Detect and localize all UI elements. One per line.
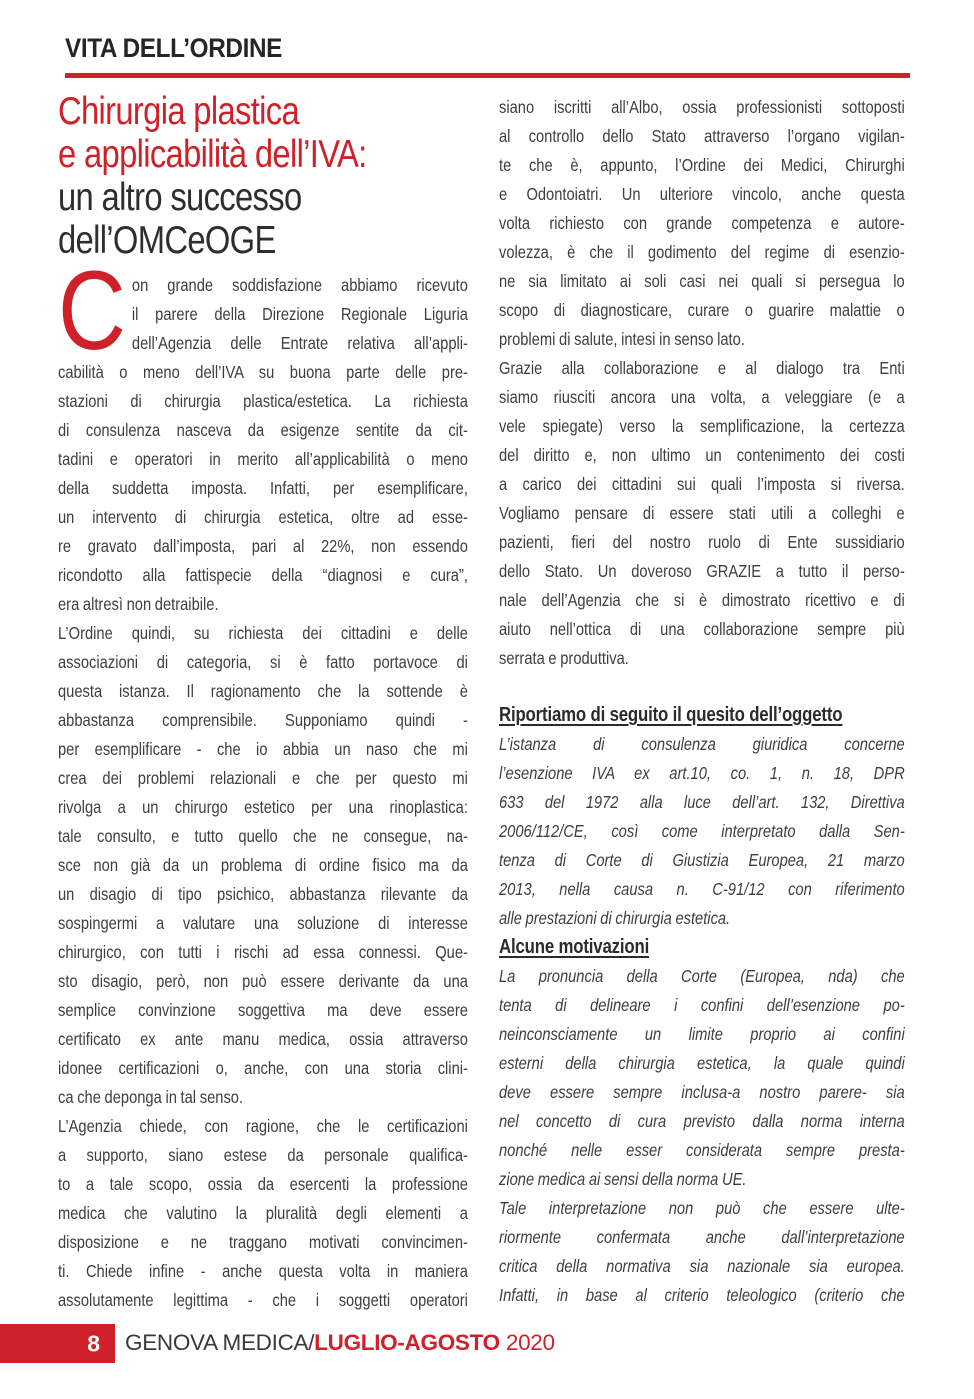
text-line: serrata e produttiva. <box>499 648 629 668</box>
text-line: dello Stato. Un doveroso GRAZIE a tutto il perso- <box>499 561 905 581</box>
section-title: VITA DELL’ORDINE <box>65 33 282 63</box>
title-line: Chirurgia plastica <box>58 90 300 133</box>
text-line: critica della normativa sia nazionale sia europea. <box>499 1256 905 1276</box>
text-line: l’esenzione IVA ex art.10, co. 1, n. 18, DPR <box>499 763 905 783</box>
text-line: Infatti, in base al criterio teleologico (criterio che <box>499 1285 905 1305</box>
paragraph <box>499 962 905 1194</box>
text-line: siano iscritti all’Albo, ossia professionisti sottoposti <box>499 97 905 117</box>
text-line: La pronuncia della Corte (Europea, nda) che <box>499 966 905 986</box>
text-line: deve essere sempre inclusa-a nostro parere- sia <box>499 1082 905 1102</box>
page-number-box <box>0 1324 115 1363</box>
text-line: certificato ex ante manu medica, ossia attraverso <box>58 1029 468 1049</box>
text-line: abbastanza comprensibile. Supponiamo quindi - <box>58 710 468 730</box>
text-line: Vogliamo pensare di essere stati utili a colleghi e <box>499 503 905 523</box>
paragraph <box>58 1112 468 1315</box>
text-line: medica che valutino la pluralità degli elementi a <box>58 1203 468 1223</box>
text-line: volezza, è che il godimento del regime di esenzio- <box>499 242 905 262</box>
text-line: vele spiegate) verso la semplificazione, la certezza <box>499 416 905 436</box>
text-line: un intervento di chirurgia estetica, oltre ad esse- <box>58 507 468 527</box>
text-line: re gravato dall’imposta, pari al 22%, non essendo <box>58 536 468 556</box>
drop-cap: C <box>58 248 126 373</box>
text-line: L’istanza di consulenza giuridica concerne <box>499 734 905 754</box>
text-line: esterni della chirurgia estetica, la quale quindi <box>499 1053 905 1073</box>
text-line: neinconsciamente un limite proprio ai confini <box>499 1024 905 1044</box>
text-line: assolutamente legittima - che i soggetti operatori <box>58 1290 468 1310</box>
text-line: era altresì non detraibile. <box>58 594 219 614</box>
text-line: scopo di diagnosticare, curare o guarire malattie o <box>499 300 905 320</box>
paragraph <box>499 93 905 354</box>
text-line: al controllo dello Stato attraverso l’organo vigilan- <box>499 126 905 146</box>
text-line: dell’Agenzia delle Entrate relativa all’appli- <box>131 333 468 353</box>
text-line: di consulenza nasceva da esigenze sentite da cit- <box>58 420 468 440</box>
text-line: un disagio di tipo psichico, abbastanza rilevante da <box>58 884 468 904</box>
title-line: un altro successo <box>58 176 302 219</box>
text-line: sospingermi a valutare una soluzione di interesse <box>58 913 468 933</box>
text-line: sto disagio, però, non può essere derivante da una <box>58 971 468 991</box>
text-line: ca che deponga in tal senso. <box>58 1087 244 1107</box>
spacer <box>499 673 905 701</box>
text-line: crea dei problemi relazionali e che per questo mi <box>58 768 468 788</box>
text-line: 633 del 1972 alla luce dell’art. 132, Direttiva <box>499 792 905 812</box>
text-line: tale consulto, e tutto quello che ne consegue, na- <box>58 826 468 846</box>
right-column-text <box>499 93 905 1310</box>
page-footer <box>0 1324 974 1364</box>
text-line: zione medica ai sensi della norma UE. <box>499 1169 747 1189</box>
text-line: tadini e operatori in merito all’applicabilità o meno <box>58 449 468 469</box>
subheading: Riportiamo di seguito il quesito dell’oggetto <box>499 704 843 726</box>
title-line: e applicabilità dell’IVA: <box>58 133 367 176</box>
text-line: a supporto, siano estese da personale qualifica- <box>58 1145 468 1165</box>
text-line: per esemplificare - che io abbia un naso che mi <box>58 739 468 759</box>
subheading: Alcune motivazioni <box>499 936 650 958</box>
right-column <box>499 88 905 1315</box>
article-columns <box>58 88 909 1315</box>
text-line: nale dell’Agenzia che si è dimostrato ricettivo e di <box>499 590 905 610</box>
text-line: ricondotto alla fattispecie della “diagnosi e cura”, <box>58 565 468 585</box>
text-line: questa istanza. Il ragionamento che la sottende è <box>58 681 468 701</box>
text-line: volta richiesto con grande competenza e autore- <box>499 213 905 233</box>
text-line: ti. Chiede infine - anche questa volta in maniera <box>58 1261 468 1281</box>
text-line: idonee certificazioni o, anche, con una storia clini- <box>58 1058 468 1078</box>
left-column <box>58 88 468 1315</box>
text-line: chirurgico, con tutti i rischi ad essa connessi. Que- <box>58 942 468 962</box>
text-line: 2013, nella causa n. C-91/12 con riferimento <box>499 879 905 899</box>
text-line: associazioni di categoria, si è fatto portavoce di <box>58 652 468 672</box>
text-line: rivolga a un chirurgo estetico per una rinoplastica: <box>58 797 468 817</box>
text-line: aiuto nell’ottica di una collaborazione sempre più <box>499 619 905 639</box>
text-line: alle prestazioni di chirurgia estetica. <box>499 908 731 928</box>
text-line: a carico dei cittadini sui quali l’imposta si riversa. <box>499 474 905 494</box>
paragraph <box>499 354 905 673</box>
text-line: semplice convinzione soggettiva ma deve essere <box>58 1000 468 1020</box>
page-header <box>65 33 910 78</box>
header-rule <box>65 73 910 78</box>
paragraph <box>58 248 468 619</box>
text-line: ne sia limitato ai soli casi nei quali si persegua lo <box>499 271 905 291</box>
article-title <box>58 90 468 262</box>
text-line: cabilità o meno dell’IVA su buona parte delle pre- <box>58 362 468 382</box>
text-line: disposizione e ne traggano motivati convincimen- <box>58 1232 468 1252</box>
page-number: 8 <box>87 1330 100 1356</box>
text-line: to a tale scopo, ossia da esercenti la professione <box>58 1174 468 1194</box>
text-line: siamo riusciti ancora una volta, a veleggiare (e a <box>499 387 905 407</box>
title-line: dell’OMCeOGE <box>58 219 276 262</box>
paragraph <box>58 619 468 1112</box>
text-line: te che è, appunto, l’Ordine dei Medici, Chirurghi <box>499 155 905 175</box>
text-line: L’Ordine quindi, su richiesta dei cittadini e delle <box>58 623 468 643</box>
text-line: del diritto e, non ultimo un contenimento dei costi <box>499 445 905 465</box>
text-line: della suddetta imposta. Infatti, per esemplificare, <box>58 478 468 498</box>
journal-name: GENOVA MEDICA/ <box>125 1330 315 1355</box>
text-line: Tale interpretazione non può che essere ulte- <box>499 1198 905 1218</box>
text-line: Grazie alla collaborazione e al dialogo tra Enti <box>499 358 905 378</box>
left-column-text <box>58 248 468 1315</box>
text-line: nel concetto di cura previsto dalla norma interna <box>499 1111 905 1131</box>
text-line: nonché nelle esser considerata sempre presta- <box>499 1140 905 1160</box>
journal-line <box>125 1330 555 1356</box>
text-line: il parere della Direzione Regionale Liguria <box>131 304 468 324</box>
text-line: tenta di delineare i confini dell’esenzione po- <box>499 995 905 1015</box>
issue-year: 2020 <box>505 1330 555 1355</box>
text-line: e Odontoiatri. Un ulteriore vincolo, anche questa <box>499 184 905 204</box>
paragraph <box>499 730 905 933</box>
issue-month: LUGLIO-AGOSTO <box>314 1330 500 1355</box>
text-line: sce non già da un problema di ordine fisico ma da <box>58 855 468 875</box>
text-line: on grande soddisfazione abbiamo ricevuto <box>131 275 468 295</box>
text-line: 2006/112/CE, così come interpretato dalla Sen- <box>499 821 905 841</box>
text-line: L’Agenzia chiede, con ragione, che le certificazioni <box>58 1116 468 1136</box>
text-line: tenza di Corte di Giustizia Europea, 21 marzo <box>499 850 905 870</box>
text-line: problemi di salute, intesi in senso lato. <box>499 329 745 349</box>
text-line: stazioni di chirurgia plastica/estetica. La richiesta <box>58 391 468 411</box>
paragraph <box>499 1194 905 1310</box>
text-line: riormente confermata anche dall’interpretazione <box>499 1227 905 1247</box>
text-line: pazienti, fieri del nostro ruolo di Ente sussidiario <box>499 532 905 552</box>
